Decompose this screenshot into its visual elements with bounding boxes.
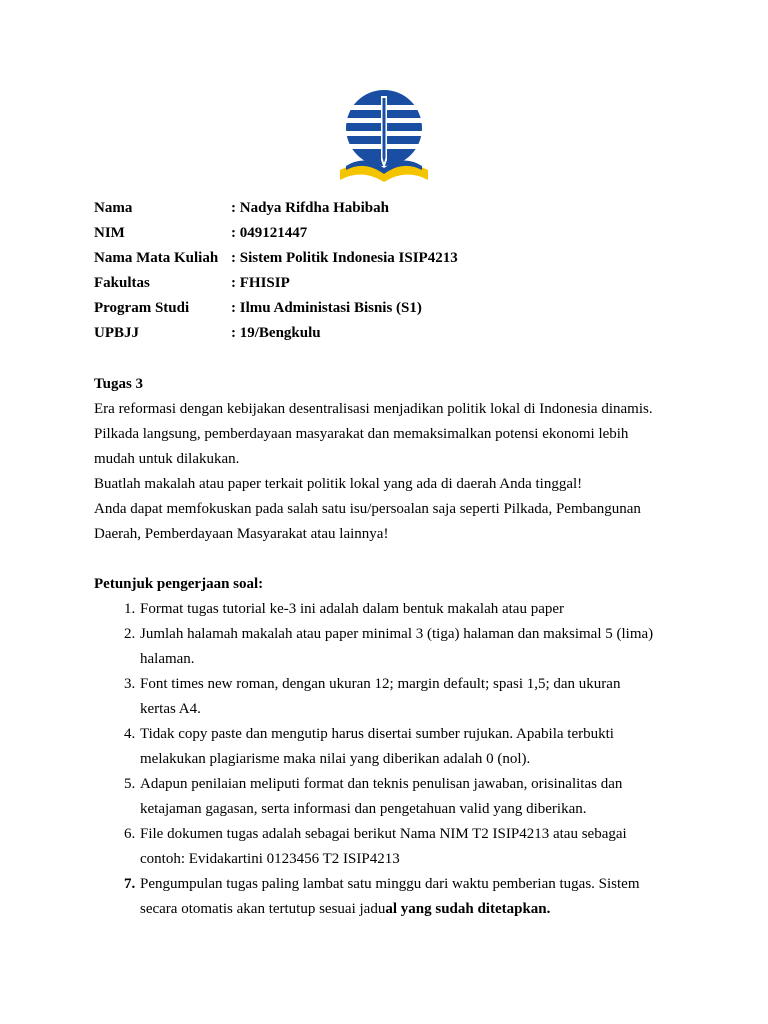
list-text: File dokumen tugas adalah sebagai berikut Nama NIM T2 ISIP4213 atau sebagai	[140, 826, 627, 842]
task-line: Daerah, Pemberdayaan Masyarakat atau lainnya!	[94, 526, 389, 542]
list-number: 7.	[124, 876, 136, 892]
list-text: ketajaman gagasan, serta informasi dan pengetahuan valid yang diberikan.	[140, 801, 587, 817]
list-item	[94, 872, 694, 922]
instructions-section	[94, 572, 694, 922]
info-row	[94, 271, 694, 296]
info-value: : Sistem Politik Indonesia ISIP4213	[231, 250, 458, 266]
list-number: 1.	[124, 601, 136, 617]
info-value: : 19/Bengkulu	[231, 325, 321, 341]
list-text	[140, 897, 694, 922]
list-number: 2.	[124, 626, 136, 642]
info-value: : FHISIP	[231, 275, 290, 291]
info-label: Nama Mata Kuliah	[94, 250, 219, 266]
instructions-list	[94, 597, 694, 922]
list-item	[94, 672, 694, 722]
info-label: NIM	[94, 225, 125, 241]
list-item	[94, 722, 694, 772]
list-text: contoh: Evidakartini 0123456 T2 ISIP4213	[140, 851, 400, 867]
info-row	[94, 321, 694, 346]
info-row	[94, 246, 694, 271]
info-value: : 049121447	[231, 225, 308, 241]
list-text: melakukan plagiarisme maka nilai yang diberikan adalah 0 (nol).	[140, 751, 531, 767]
info-value: : Ilmu Administasi Bisnis (S1)	[231, 300, 422, 316]
list-text: Format tugas tutorial ke-3 ini adalah dalam bentuk makalah atau paper	[140, 601, 565, 617]
list-item	[94, 822, 694, 872]
list-text: Tidak copy paste dan mengutip harus disertai sumber rujukan. Apabila terbukti	[140, 726, 614, 742]
list-text-normal: secara otomatis akan tertutup sesuai jadu	[140, 901, 386, 917]
list-number: 3.	[124, 676, 136, 692]
task-line: Era reformasi dengan kebijakan desentralisasi menjadikan politik lokal di Indonesia dinamis.	[94, 401, 653, 417]
list-text: halaman.	[140, 651, 195, 667]
student-info	[94, 196, 694, 346]
list-number: 6.	[124, 826, 136, 842]
info-row	[94, 221, 694, 246]
list-text: Pengumpulan tugas paling lambat satu minggu dari waktu pemberian tugas. Sistem	[140, 876, 640, 892]
instructions-title: Petunjuk pengerjaan soal:	[94, 576, 264, 592]
list-text: Adapun penilaian meliputi format dan teknis penulisan jawaban, orisinalitas dan	[140, 776, 623, 792]
task-section	[94, 372, 694, 547]
task-title: Tugas 3	[94, 376, 144, 392]
task-line: Anda dapat memfokuskan pada salah satu isu/persoalan saja seperti Pilkada, Pembangunan	[94, 501, 641, 517]
info-label: Nama	[94, 200, 133, 216]
list-text-bold: al yang sudah ditetapkan.	[385, 901, 551, 917]
list-item	[94, 597, 694, 622]
list-item	[94, 622, 694, 672]
task-line: Pilkada langsung, pemberdayaan masyarakat dan memaksimalkan potensi ekonomi lebih	[94, 426, 629, 442]
list-number: 5.	[124, 776, 136, 792]
info-value: : Nadya Rifdha Habibah	[231, 200, 389, 216]
task-line: mudah untuk dilakukan.	[94, 451, 240, 467]
list-text: Jumlah halamah makalah atau paper minimal 3 (tiga) halaman dan maksimal 5 (lima)	[140, 626, 654, 642]
list-text: kertas A4.	[140, 701, 201, 717]
info-label: Program Studi	[94, 300, 190, 316]
info-row	[94, 196, 694, 221]
info-label: Fakultas	[94, 275, 150, 291]
task-line: Buatlah makalah atau paper terkait politik lokal yang ada di daerah Anda tinggal!	[94, 476, 583, 492]
list-item	[94, 772, 694, 822]
info-row	[94, 296, 694, 321]
list-text: Font times new roman, dengan ukuran 12; margin default; spasi 1,5; dan ukuran	[140, 676, 621, 692]
info-label: UPBJJ	[94, 325, 139, 341]
university-logo-icon	[338, 88, 430, 188]
list-number: 4.	[124, 726, 136, 742]
